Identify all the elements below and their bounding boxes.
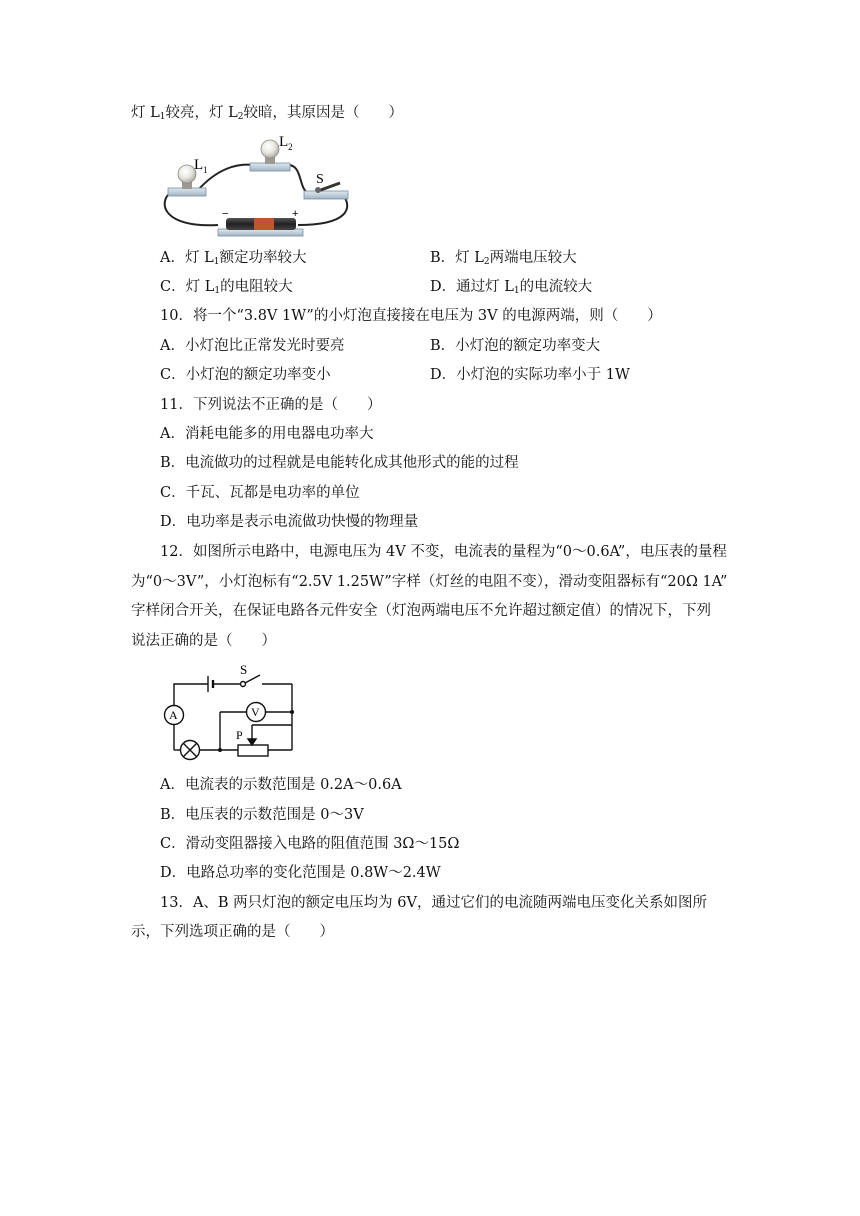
q12-stem-line: 说法正确的是（ ）: [131, 633, 276, 649]
q9-stem-text: 较亮，灯 L: [165, 105, 238, 121]
battery-base: [218, 229, 303, 236]
bulb-l2-base: [250, 163, 290, 171]
q12-circuit-diagram: [160, 660, 300, 762]
slider-arrow-icon: [248, 739, 256, 745]
q10-option-c[interactable]: C．小灯泡的额定功率变小: [160, 367, 331, 383]
q12-stem-line: 为“0～3V”，小灯泡标有“2.5V 1.25W”字样（灯丝的电阻不变），滑动变阻器标有“20Ω 1A”: [131, 574, 728, 590]
q12-option-c[interactable]: C．滑动变阻器接入电路的阻值范围 3Ω～15Ω: [160, 836, 460, 852]
q11-option-d[interactable]: D．电功率是表示电流做功快慢的物理量: [160, 514, 419, 530]
q9-stem-sub: 1: [159, 112, 166, 122]
q9-figure-label-l2: $L_2$: [279, 134, 293, 152]
q9-option-d[interactable]: [430, 278, 592, 300]
q10-option-a[interactable]: A．小灯泡比正常发光时要亮: [160, 338, 345, 354]
q11-option-c[interactable]: C．千瓦、瓦都是电功率的单位: [160, 485, 360, 501]
switch-base: [304, 191, 348, 199]
option-text: 两端电压较大: [489, 250, 577, 266]
option-text: 的电流较大: [519, 279, 593, 295]
option-text: D．通过灯 L: [430, 279, 514, 295]
q10-option-d[interactable]: D．小灯泡的实际功率小于 1W: [430, 367, 630, 383]
q9-stem: [131, 104, 403, 126]
q9-option-a[interactable]: [160, 249, 306, 271]
q12-option-a[interactable]: A．电流表的示数范围是 0.2A～0.6A: [160, 777, 402, 793]
option-sub: 1: [513, 286, 520, 296]
option-sub: 1: [214, 286, 221, 296]
q9-stem-sub: 2: [237, 112, 244, 122]
switch-contact-icon: [241, 682, 246, 687]
q9-figure-label-l1: $L_1$: [194, 157, 208, 175]
q12-option-d[interactable]: D．电路总功率的变化范围是 0.8W～2.4W: [160, 865, 441, 881]
q12-figure-label-v: V: [251, 705, 260, 719]
q11-option-b[interactable]: B．电流做功的过程就是电能转化成其他形式的能的过程: [160, 455, 519, 471]
q13-stem-line: 示，下列选项正确的是（ ）: [131, 924, 334, 940]
option-text: B．灯 L: [430, 250, 484, 266]
switch-blade-icon: [245, 675, 260, 683]
option-text: 额定功率较大: [219, 250, 307, 266]
battery-minus-label: −: [222, 208, 229, 220]
rheostat-icon: [238, 745, 268, 756]
q11-option-a[interactable]: A．消耗电能多的用电器电功率大: [160, 426, 374, 442]
q9-circuit-figure: [158, 133, 368, 239]
q10-stem: 10．将一个“3.8V 1W”的小灯泡直接接在电压为 3V 的电源两端，则（ ）: [160, 308, 662, 324]
option-text: A．灯 L: [160, 250, 214, 266]
q12-option-b[interactable]: B．电压表的示数范围是 0～3V: [160, 807, 364, 823]
q13-stem-line: 13．A、B 两只灯泡的额定电压均为 6V，通过它们的电流随两端电压变化关系如图所: [160, 895, 707, 911]
q12-stem-line: 12．如图所示电路中，电源电压为 4V 不变，电流表的量程为“0～0.6A”，电压表的量程: [160, 544, 727, 560]
option-text: 的电阻较大: [220, 279, 293, 295]
battery-plus-label: +: [292, 208, 299, 220]
option-sub: 1: [213, 257, 220, 267]
q12-figure-label-p: P: [236, 728, 243, 742]
bulb-l1-base: [168, 188, 206, 196]
q12-stem-line: 字样闭合开关，在保证电路各元件安全（灯泡两端电压不允许超过额定值）的情况下，下列: [131, 603, 711, 619]
q9-option-c[interactable]: [160, 278, 293, 300]
q9-option-b[interactable]: [430, 249, 577, 271]
q9-figure-label-s: S: [316, 172, 324, 187]
option-text: C．灯 L: [160, 279, 215, 295]
bulb-l2-icon: [261, 140, 279, 158]
option-sub: 2: [483, 257, 490, 267]
q10-option-b[interactable]: B．小灯泡的额定功率变大: [430, 338, 601, 354]
q9-stem-text: 较暗，其原因是（ ）: [243, 105, 403, 121]
q9-stem-text: 灯 L: [131, 105, 160, 121]
q12-figure-label-s: S: [240, 662, 248, 677]
q12-figure-label-a: A: [169, 708, 178, 722]
q11-stem: 11．下列说法不正确的是（ ）: [160, 397, 382, 413]
